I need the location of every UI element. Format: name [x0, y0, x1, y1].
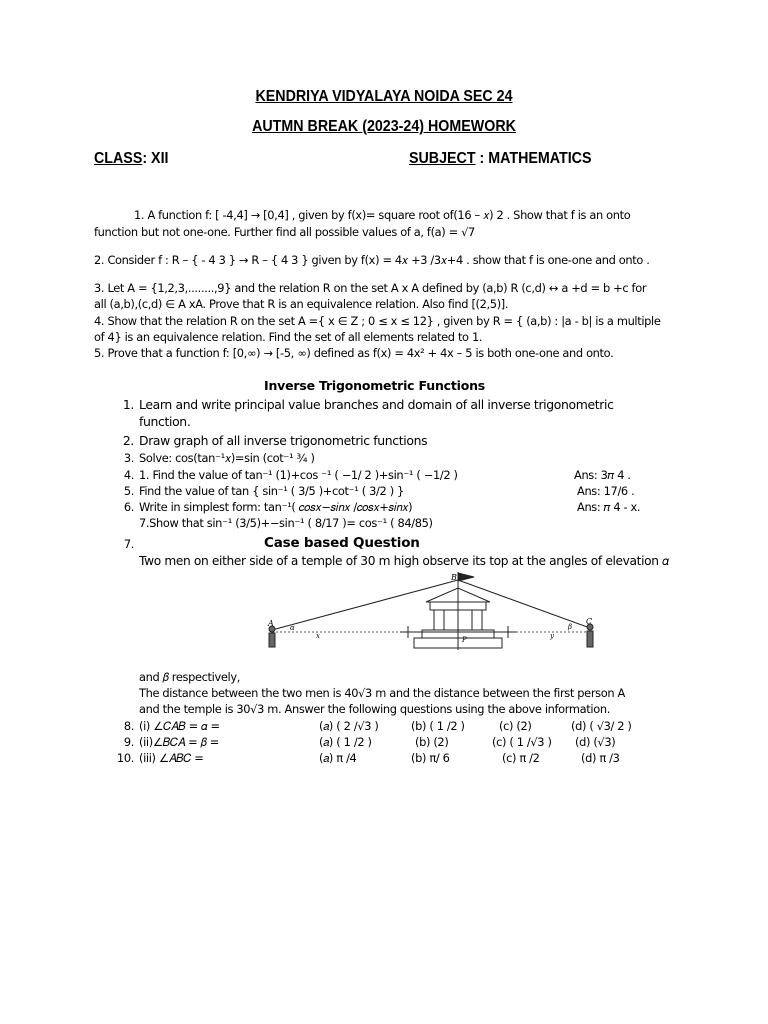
mcq-number: 10. [116, 751, 134, 765]
mcq-option-b: (b) (2) [415, 735, 449, 749]
case-line-2: and 𝛽 respectively, [139, 670, 240, 684]
question-3-line-1: 3. Let A = {1,2,3,........,9} and the relation R on the set A x A defined by (a,b) R (c,d) ↔ a +d = b +c for [94, 281, 647, 295]
mcq-option-c: (c) (2) [499, 719, 532, 733]
list-item-text: Write in simplest form: tan⁻¹( 𝑐𝑜𝑠𝑥−𝑠𝑖𝑛𝑥 /𝑐𝑜𝑠𝑥+𝑠𝑖𝑛𝑥) [139, 500, 413, 514]
list-item-number: 5. [123, 484, 134, 498]
mcq-number: 9. [123, 735, 134, 749]
section-title-inverse-trig: Inverse Trigonometric Functions [264, 378, 486, 393]
person-c-icon [587, 624, 593, 647]
answer-5: Ans: 17/6 . [577, 484, 635, 498]
homework-title: AUTMN BREAK (2023-24) HOMEWORK [252, 118, 516, 135]
class-label: CLASS [94, 150, 143, 167]
list-item-text: 1. Find the value of tan⁻¹ (1)+cos ⁻¹ ( −1/ 2 )+sin⁻¹ ( −1/2 ) [139, 468, 458, 482]
mcq-option-c: (c) ( 1 /√3 ) [492, 735, 552, 749]
label-a: A [268, 619, 274, 628]
mcq-option-d: (d) π /3 [581, 751, 620, 765]
label-y: y [550, 632, 554, 640]
list-item-text: 7.Show that sin⁻¹ (3/5)+−sin⁻¹ ( 8/17 )= cos⁻¹ ( 84/85) [139, 516, 433, 530]
mcq-option-d: (d) ( √3/ 2 ) [571, 719, 632, 733]
case-line-3: The distance between the two men is 40√3 m and the distance between the first person A [139, 686, 625, 700]
mcq-option-c: (c) π /2 [502, 751, 540, 765]
case-based-title: Case based Question [264, 535, 420, 551]
label-beta: β [568, 623, 573, 631]
list-item-text: Solve: cos(tan⁻¹𝑥)=sin (cot⁻¹ ¾ ) [139, 451, 315, 465]
list-item-number: 3. [123, 451, 134, 465]
label-c: C [586, 617, 593, 626]
question-2: 2. Consider f : R – { - 4 3 } → R – { 4 3 } given by f(x) = 4𝑥 +3 /3𝑥+4 . show that f is one-one and onto . [94, 253, 650, 267]
list-item-number: 7. [123, 537, 134, 551]
question-3-line-2: all (a,b),(c,d) ∈ A xA. Prove that R is an equivalence relation. Also find [(2,5)]. [94, 297, 509, 311]
answer-4: Ans: 3𝜋 4 . [574, 468, 631, 482]
list-item-number: 6. [123, 500, 134, 514]
label-b: B [451, 573, 457, 582]
class-value: : XII [142, 150, 169, 167]
list-item-text: Draw graph of all inverse trigonometric functions [139, 433, 428, 448]
person-a-icon [269, 626, 275, 647]
label-p: P [462, 636, 467, 644]
mcq-option-d: (d) (√3) [575, 735, 616, 749]
mcq-option-b: (b) ( 1 /2 ) [411, 719, 465, 733]
mcq-question: (i) ∠𝐶𝐴𝐵 = 𝛼 = [139, 719, 220, 733]
school-name: KENDRIYA VIDYALAYA NOIDA SEC 24 [255, 88, 513, 105]
list-item-text: Learn and write principal value branches and domain of all inverse trigonometric [139, 397, 614, 412]
question-1-line-2: function but not one-one. Further find all possible values of a, f(a) = √7 [94, 225, 475, 239]
temple-figure [250, 572, 600, 662]
mcq-number: 8. [123, 719, 134, 733]
subject-value: : MATHEMATICS [475, 150, 592, 167]
subject-label: SUBJECT [409, 150, 476, 167]
list-item-number: 1. [122, 397, 134, 412]
label-x: x [316, 632, 320, 640]
question-5: 5. Prove that a function f: [0,∞) → [-5, ∞) defined as f(x) = 4x² + 4x – 5 is both one-one and onto. [94, 346, 614, 360]
mcq-question: (ii)∠𝐵𝐶𝐴 = 𝛽 = [139, 735, 219, 749]
label-alpha: α [290, 624, 295, 632]
list-item-number: 2. [122, 433, 134, 448]
answer-6: Ans: 𝜋 4 - x. [577, 500, 641, 514]
question-4-line-2: of 4} is an equivalence relation. Find the set of all elements related to 1. [94, 330, 483, 344]
case-intro: Two men on either side of a temple of 30 m high observe its top at the angles of elevation 𝛼 [139, 554, 669, 568]
class-line [94, 150, 168, 168]
list-item-text: function. [139, 414, 191, 429]
subject-line [409, 150, 591, 168]
mcq-option-b: (b) π/ 6 [411, 751, 450, 765]
list-item-number: 4. [123, 468, 134, 482]
mcq-option-a: (𝑎) π /4 [319, 751, 357, 765]
question-1-line-1: 1. A function f: [ -4,4] → [0,4] , given by f(x)= square root of(16 – 𝑥) 2 . Show that f is an onto [134, 208, 631, 222]
mcq-option-a: (𝑎) ( 1 /2 ) [319, 735, 372, 749]
question-4-line-1: 4. Show that the relation R on the set A ={ x ∈ Z ; 0 ≤ x ≤ 12} , given by R = { (a,b) : |a - b| is a multiple [94, 314, 661, 328]
case-line-4: and the temple is 30√3 m. Answer the following questions using the above information. [139, 702, 610, 716]
list-item-text: Find the value of tan { sin⁻¹ ( 3/5 )+cot⁻¹ ( 3/2 ) } [139, 484, 404, 498]
mcq-question: (iii) ∠𝐴𝐵𝐶 = [139, 751, 204, 765]
mcq-option-a: (𝑎) ( 2 /√3 ) [319, 719, 379, 733]
line-of-sight-c [458, 580, 593, 628]
